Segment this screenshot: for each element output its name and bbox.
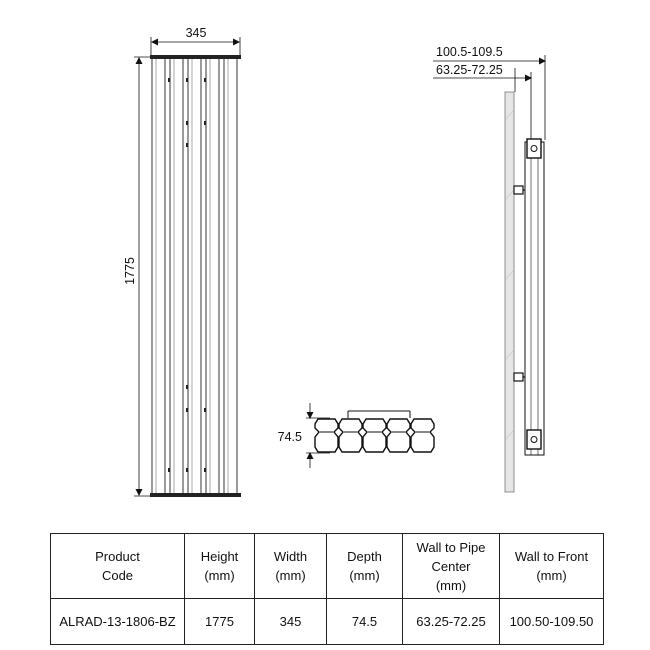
front-view [123,26,241,497]
height-dimension [123,57,152,496]
width-dimension [151,26,240,56]
table-header-row [51,534,604,599]
wall-to-front-label: 100.5-109.5 [436,45,503,59]
top-view [278,403,434,468]
specification-table [50,533,604,645]
height-dimension-label: 1775 [123,257,137,285]
header-wall-to-pipe-center: Wall to Pipe Center (mm) [403,534,500,599]
wall-to-pipe-dimension [433,63,531,140]
cell-product-code: ALRAD-13-1806-BZ [51,599,185,645]
radiator-cross-section [315,411,434,452]
radiator-side-body [514,139,544,455]
cell-depth: 74.5 [327,599,403,645]
wall-to-front-dimension [433,45,545,140]
header-width: Width (mm) [255,534,327,599]
wall [505,92,514,492]
cell-width: 345 [255,599,327,645]
cell-wall-to-front: 100.50-109.50 [500,599,604,645]
width-dimension-label: 345 [185,26,207,40]
depth-dimension [278,403,330,468]
depth-dimension-label: 74.5 [277,430,302,444]
wall-to-pipe-label: 63.25-72.25 [436,63,503,77]
side-view [433,45,545,492]
header-wall-to-front: Wall to Front (mm) [500,534,604,599]
cell-height: 1775 [185,599,255,645]
table-row [51,599,604,645]
header-product-code: Product Code [51,534,185,599]
radiator-front-body [150,55,241,497]
cell-wall-to-pipe-center: 63.25-72.25 [403,599,500,645]
header-height: Height (mm) [185,534,255,599]
bracket-marks [168,78,206,472]
header-depth: Depth (mm) [327,534,403,599]
